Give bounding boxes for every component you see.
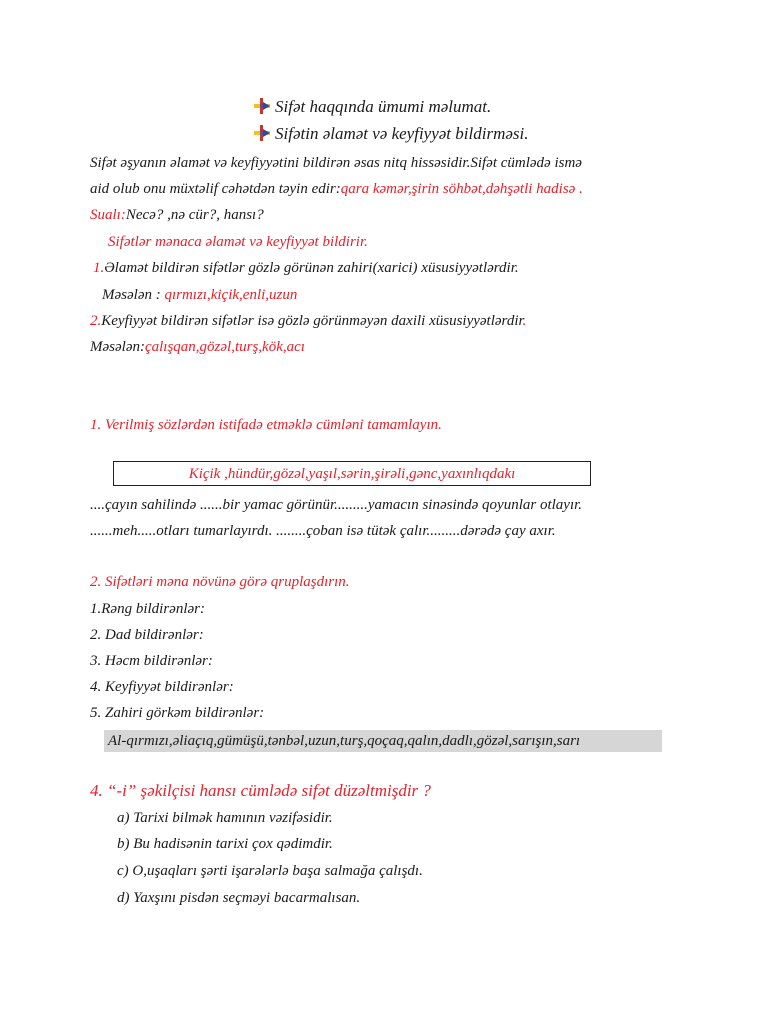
meaning-item-2 xyxy=(90,311,526,331)
task-1-line-1: ....çayın sahilində ......bir yamac görünür.........yamacın sinəsində qoyunlar otlayır. xyxy=(90,497,583,513)
meaning-item-1-example xyxy=(102,285,297,305)
meaning-title: Sifətlər mənaca əlamət və keyfiyyət bildirir. xyxy=(108,234,368,250)
meaning-item-1-num: 1. xyxy=(93,260,105,276)
task-2-item-1: 1.Rəng bildirənlər: xyxy=(90,601,205,617)
meaning-item-2-num: 2. xyxy=(90,313,102,329)
bullet-arrow-icon xyxy=(253,97,271,115)
heading-2 xyxy=(253,124,528,144)
intro-line-2-plain: aid olub onu müxtəlif cəhətdən təyin edir: xyxy=(90,181,341,197)
intro-question xyxy=(90,205,264,225)
example-words: çalışqan,gözəl,turş,kök,acı xyxy=(144,339,305,355)
intro-line-2 xyxy=(90,179,583,199)
heading-1-text: Sifət haqqında ümumi məlumat. xyxy=(275,97,492,116)
meaning-item-2-text: Keyfiyyət bildirən sifətlər isə gözlə görünməyən daxili xüsusiyyətlərdir xyxy=(101,313,523,329)
example-label: Məsələn : xyxy=(102,287,165,303)
task-4-option-d: d) Yaxşını pisdən seçməyi bacarmalısan. xyxy=(117,890,361,906)
example-words: qırmızı,kiçik,enli,uzun xyxy=(164,287,298,303)
question-label: Sualı: xyxy=(90,207,126,223)
meaning-item-1-text: Əlamət bildirən sifətlər gözlə görünən zahiri(xarici) xüsusiyyətlərdir. xyxy=(104,260,519,276)
task-1-title: 1. Verilmiş sözlərdən istifadə etməklə cümləni tamamlayın. xyxy=(90,417,442,433)
task-2-word-bank: Al-qırmızı,əliaçıq,gümüşü,tənbəl,uzun,turş,qoçaq,qalın,dadlı,gözəl,sarışın,sarı xyxy=(104,730,662,752)
task-4-option-a: a) Tarixi bilmək hamının vəzifəsidir. xyxy=(117,810,333,826)
meaning-item-2-example xyxy=(90,337,305,357)
task-2-item-2: 2. Dad bildirənlər: xyxy=(90,627,204,643)
task-4-title: 4. “-i” şəkilçisi hansı cümlədə sifət düzəltmişdir ? xyxy=(90,781,431,800)
task-1-word-box: Kiçik ,hündür,gözəl,yaşıl,sərin,şirəli,gənc,yaxınlıqdakı xyxy=(113,461,591,486)
intro-examples: qara kəmər,şirin söhbət,dəhşətli hadisə . xyxy=(340,181,583,197)
example-label: Məsələn: xyxy=(90,339,145,355)
heading-2-text: Sifətin əlamət və keyfiyyət bildirməsi. xyxy=(275,124,529,143)
task-2-item-4: 4. Keyfiyyət bildirənlər: xyxy=(90,679,234,695)
task-2-item-3: 3. Həcm bildirənlər: xyxy=(90,653,213,669)
question-text: Necə? ,nə cür?, hansı? xyxy=(125,207,264,223)
task-2-title: 2. Sifətləri məna növünə görə qruplaşdırın. xyxy=(90,574,350,590)
meaning-item-1 xyxy=(93,258,519,278)
task-1-line-2: ......meh.....otları tumarlayırdı. ........çoban isə tütək çalır.........dərədə çay axır. xyxy=(90,523,556,539)
meaning-item-2-dot: . xyxy=(522,313,527,329)
task-4-option-c: c) O,uşaqları şərti işarələrlə başa salmağa çalışdı. xyxy=(117,863,423,879)
task-2-item-5: 5. Zahiri görkəm bildirənlər: xyxy=(90,705,265,721)
heading-1 xyxy=(253,97,491,117)
intro-line-1: Sifət əşyanın əlamət və keyfiyyətini bildirən əsas nitq hissəsidir.Sifət cümlədə ismə xyxy=(90,155,582,171)
bullet-arrow-icon xyxy=(253,124,271,142)
task-4-option-b: b) Bu hadisənin tarixi çox qədimdir. xyxy=(117,836,333,852)
